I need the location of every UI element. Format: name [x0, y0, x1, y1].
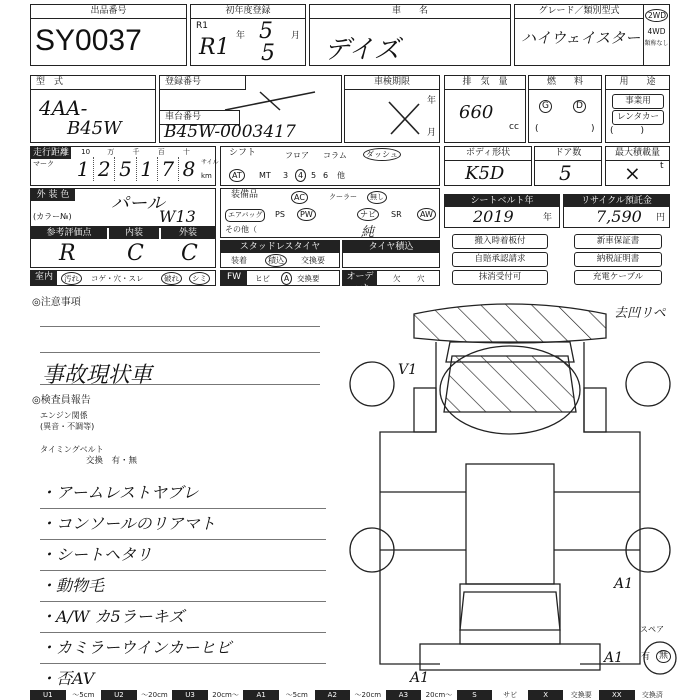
legend-item: サビ	[492, 690, 528, 700]
wheel-fl	[350, 362, 394, 406]
doc-5: 納税証明書	[574, 252, 662, 267]
legend-item: ～20cm	[350, 690, 386, 700]
usage-header: 用 途	[606, 76, 669, 90]
studless-opt-2: 積込	[265, 254, 287, 267]
drive-none: 類称なし	[644, 40, 669, 47]
usage-paren: ( )	[610, 126, 645, 136]
studless-header: スタッドレスタイヤ	[221, 241, 339, 253]
legend-item: U1	[42, 691, 53, 699]
capacity-box	[605, 146, 670, 186]
color-code-value: W13	[159, 207, 196, 226]
studless-opt-1: 装着	[231, 256, 247, 265]
equip-airbag: エアバッグ	[225, 209, 265, 222]
first-registration-box	[190, 4, 306, 66]
color-value: パール	[111, 193, 165, 214]
car-name-header: 車 名	[310, 5, 510, 19]
usage-business: 事業用	[612, 94, 664, 109]
equip-ac: AC	[291, 191, 308, 204]
mileage-box	[30, 146, 219, 186]
recycle-header: リサイクル預託金	[564, 195, 669, 207]
legend-item: X	[543, 691, 549, 699]
equip-navi: ナビ	[357, 208, 379, 221]
inspector-items	[40, 478, 326, 694]
equipment-header: 装備品	[231, 190, 259, 200]
score-overall-header: 参考評価点	[31, 227, 107, 239]
fw-a: A	[281, 272, 292, 285]
mileage-scale: 10 万 千 百 十	[81, 148, 190, 156]
displacement-box	[444, 75, 526, 143]
mileage-digits	[73, 157, 199, 181]
diagram-mark-a1-right: A1	[614, 576, 634, 592]
seatbelt-header: シートベルト年	[445, 195, 559, 207]
interior-burn: コゲ・穴・スレ	[91, 274, 144, 283]
scores-box	[30, 226, 216, 268]
recycle-box	[563, 194, 670, 228]
first-registration-year: R1	[199, 35, 230, 60]
shift-mt: MT	[259, 171, 271, 180]
mileage-digit: 8	[182, 157, 196, 181]
inspector-item: ・アームレストヤブレ	[40, 478, 326, 509]
note-line	[40, 384, 320, 385]
front-bumper	[414, 304, 606, 343]
audio-hole: 穴	[417, 274, 425, 283]
color-code-label: (カラー№)	[33, 212, 72, 221]
interior-tear: 破れ	[161, 272, 182, 285]
spare-yes: 有	[641, 652, 651, 662]
engine-sub: (異音・不調等)	[40, 422, 95, 431]
year-label: 年	[236, 31, 246, 41]
audio-label: オーディオ	[343, 271, 377, 285]
fw-label: FW	[221, 271, 247, 285]
shift-speed-4: 4	[295, 169, 306, 182]
legend-item: A2	[327, 691, 337, 699]
tire-load-box	[342, 240, 440, 268]
capacity-unit: t	[660, 161, 664, 171]
stock-number-box	[30, 4, 187, 66]
shift-box	[220, 146, 440, 186]
mileage-header: 走行距離	[32, 148, 69, 158]
equip-navi-note: 純	[361, 225, 375, 240]
fw-replace: 交換要	[297, 274, 320, 283]
drive-4wd: 4WD	[647, 27, 666, 36]
body-type-header: ボディ形状	[445, 147, 531, 161]
equip-cooler: クーラー	[329, 193, 357, 201]
shift-dash: ダッシュ	[363, 148, 401, 161]
diagram-mark-a1-bottom: A1	[604, 650, 624, 666]
diagram-note-top: 去凹リペ	[614, 306, 666, 321]
usage-rental: レンタカー	[612, 110, 664, 125]
interior-label: 室内	[31, 271, 57, 285]
chassis-header: 車台番号	[160, 110, 240, 125]
grade-value: ハイウェイスター	[521, 29, 641, 47]
body-right	[580, 342, 640, 664]
note-line	[40, 352, 320, 353]
studless-box	[220, 240, 340, 268]
legend-item: S	[472, 691, 477, 699]
rear-window	[460, 592, 560, 630]
score-interior-header: 内装	[109, 227, 159, 239]
seatbelt-unit: 年	[543, 213, 553, 223]
diagram-mark-v1: V1	[398, 362, 418, 378]
inspector-item: ・シートヘタリ	[40, 540, 326, 571]
fuel-d: D	[573, 100, 586, 113]
inspector-item: ・A/W カ5ラーキズ	[40, 602, 326, 633]
model-value-2: B45W	[67, 118, 122, 139]
legend-item: 交換済	[635, 690, 670, 700]
equip-ps: PS	[275, 210, 285, 219]
rear-bumper	[420, 644, 600, 670]
grade-header: グレード／類別型式	[515, 5, 643, 19]
legend-item: U3	[185, 691, 195, 699]
doors-header: ドア数	[535, 147, 601, 161]
chassis-number: B45W-0003417	[164, 122, 296, 142]
displacement-value: 660	[459, 102, 494, 123]
doc-2: 自賠承認請求	[452, 252, 548, 267]
tire-load-header: タイヤ積込	[343, 241, 439, 253]
model-value-1: 4AA-	[39, 96, 88, 120]
fuel-box	[528, 75, 602, 143]
doc-4: 新車保証書	[574, 234, 662, 249]
inspector-item: ・否AV	[40, 669, 95, 688]
shift-header: シフト	[229, 148, 257, 158]
body-type-box	[444, 146, 532, 186]
inspector-item: ・コンソールのリアマト	[40, 509, 326, 540]
inspector-item: ・カミラーウインカーヒビ	[40, 633, 326, 664]
first-registration-month: 5	[259, 19, 273, 44]
inspection-cross	[385, 98, 425, 138]
legend-item: ～20cm	[137, 690, 173, 700]
car-diagram	[340, 292, 680, 688]
shift-speed-6: 6	[323, 171, 329, 180]
seatbelt-box	[444, 194, 560, 228]
wheel-fr	[626, 362, 670, 406]
mileage-unit-top: サイル	[201, 159, 219, 166]
registration-box	[159, 75, 342, 143]
mileage-digit: 1	[73, 157, 94, 181]
engine-label: エンジン関係	[40, 411, 88, 420]
mileage-digit: 7	[158, 157, 179, 181]
car-name-box	[309, 4, 511, 66]
legend-item: ～5cm	[279, 690, 315, 700]
inspection-header: 車検期限	[345, 76, 439, 90]
diagram-mark-a1-left: A1	[410, 670, 430, 686]
timing-value: 交換 有・無	[86, 456, 138, 466]
registration-header: 登録番号	[160, 76, 246, 90]
fw-row	[220, 270, 340, 286]
score-exterior-header: 外装	[161, 227, 215, 239]
inspection-box	[344, 75, 440, 143]
studless-opt-3: 交換要	[301, 256, 325, 265]
month-label: 月	[291, 31, 301, 41]
legend-item: 20cm～	[208, 690, 244, 700]
score-overall: R	[59, 241, 76, 266]
fuel-paren-close: )	[591, 124, 595, 134]
displacement-header: 排 気 量	[445, 76, 525, 90]
stock-number-header: 出品番号	[31, 5, 186, 19]
fuel-g: G	[539, 100, 552, 113]
mileage-unit-bottom: km	[201, 172, 212, 180]
shift-other: 他	[337, 171, 345, 180]
legend-item: XX	[611, 691, 622, 699]
mileage-digit: 5	[115, 157, 136, 181]
shift-at: AT	[229, 169, 245, 182]
fuel-header: 燃 料	[529, 76, 601, 90]
interior-row	[30, 270, 216, 286]
audio-row	[342, 270, 440, 294]
equip-pw: PW	[297, 208, 316, 221]
equip-other: その他（	[225, 225, 257, 234]
doc-6: 充電ケーブル	[574, 270, 662, 285]
era-label: R1	[196, 21, 208, 31]
model-box	[30, 75, 156, 143]
recycle-unit: 円	[656, 213, 666, 223]
score-exterior: C	[181, 241, 198, 266]
mirror-left	[414, 388, 436, 432]
fuel-paren-open: (	[535, 124, 539, 134]
timing-label: タイミングベルト	[40, 445, 104, 454]
windshield	[444, 356, 576, 412]
stock-number: SY0037	[35, 24, 142, 57]
color-box	[30, 188, 216, 228]
roof	[466, 464, 554, 584]
shift-column: コラム	[323, 151, 347, 160]
grade-box	[514, 4, 670, 66]
inspection-year-label: 年	[427, 96, 437, 106]
doors-box	[534, 146, 602, 186]
mileage-digit: 2	[94, 157, 115, 181]
legend-item: ～5cm	[66, 690, 102, 700]
seatbelt-value: 2019	[473, 207, 514, 226]
legend-item: A1	[256, 691, 266, 699]
legend-item: U2	[114, 691, 124, 699]
fw-crack: ヒビ	[255, 274, 270, 283]
shift-speed-5: 5	[311, 171, 317, 180]
first-registration-header: 初年度登録	[191, 5, 305, 19]
equipment-box	[220, 188, 440, 238]
mileage-digit: 1	[137, 157, 158, 181]
notes-header: ◎注意事項	[32, 297, 81, 308]
usage-box	[605, 75, 670, 143]
notes-accident: 事故現状車	[42, 363, 153, 388]
doors-value: 5	[559, 161, 572, 185]
interior-dirt: 汚れ	[61, 272, 82, 285]
model-header: 型 式	[31, 76, 155, 90]
body-left	[380, 342, 440, 664]
mileage-mark: マーク	[33, 160, 54, 168]
legend-item: 交換要	[563, 690, 599, 700]
displacement-unit: cc	[509, 122, 519, 132]
spare-no: 無	[656, 650, 671, 663]
first-registration-month-2: 5	[261, 41, 275, 66]
trunk	[460, 584, 560, 644]
inspector-item: ・動物毛	[40, 571, 326, 602]
doc-3: 抹消受付可	[452, 270, 548, 285]
mirror-right	[584, 388, 606, 432]
car-name: デイズ	[324, 35, 400, 65]
capacity-value: ×	[624, 161, 641, 185]
note-line	[40, 326, 320, 327]
drive-column	[643, 5, 669, 65]
legend-strip	[30, 690, 670, 700]
body-type-value: K5D	[465, 163, 505, 184]
legend-item: 20cm～	[421, 690, 457, 700]
inspection-month-label: 月	[427, 128, 437, 138]
interior-stain: シミ	[189, 272, 210, 285]
equip-aw: AW	[417, 208, 436, 221]
shift-speed-3: 3	[283, 171, 289, 180]
legend-item: A3	[398, 691, 409, 699]
recycle-value: 7,590	[596, 207, 642, 226]
equip-none: 無し	[367, 191, 387, 204]
drive-2wd: 2WD	[645, 9, 668, 22]
color-header: 外 装 色	[31, 189, 75, 201]
score-interior: C	[127, 241, 144, 266]
capacity-header: 最大積載量	[606, 147, 669, 161]
inspector-header: ◎検査員報告	[32, 395, 91, 406]
spare-label: スペア	[640, 625, 664, 634]
equip-sr: SR	[391, 210, 402, 219]
shift-floor: フロア	[285, 151, 309, 160]
audio-missing: 欠	[393, 274, 401, 283]
doc-1: 搬入時着板付	[452, 234, 548, 249]
